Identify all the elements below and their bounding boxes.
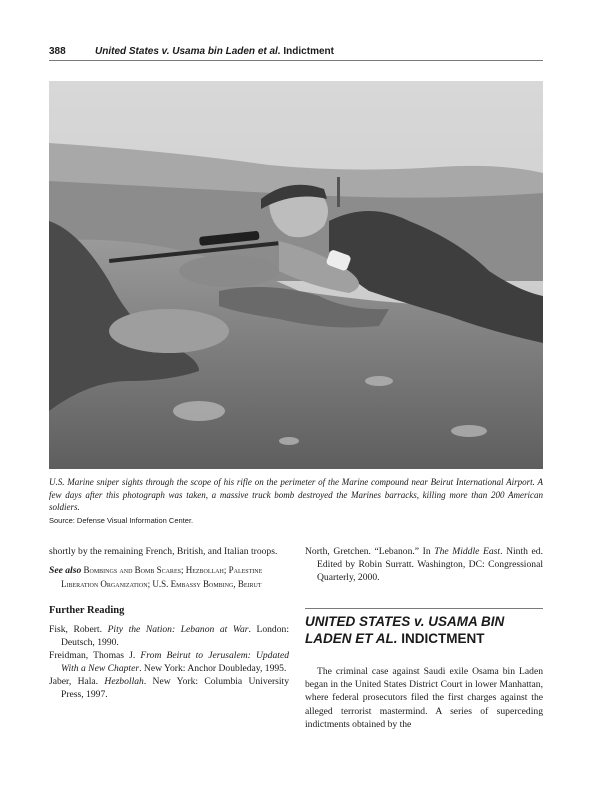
- header-rule: [49, 60, 543, 61]
- reference-entry: [49, 675, 289, 701]
- reference-details: . New York: Anchor Doubleday, 1995.: [139, 663, 287, 674]
- see-also: [49, 564, 289, 590]
- page-number: 388: [49, 46, 66, 57]
- reference-details: . Ninth ed. Edited by Robin Surratt. Washington, DC: Congressional Quarterly, 2000.: [317, 546, 543, 583]
- running-title-rest: Indictment: [280, 46, 334, 57]
- see-also-items: Bombings and Bomb Scares; Hezbollah; Palestine Liberation Organization; U.S. Embassy Bombing, Beirut: [61, 565, 263, 589]
- reference-title: Hezbollah: [104, 676, 144, 687]
- section-rule: [305, 608, 543, 609]
- reference-details: . New York: Columbia University Press, 1997.: [61, 676, 290, 700]
- running-title-italic: United States v. Usama bin Laden et al.: [95, 46, 281, 57]
- section-title: [305, 613, 543, 647]
- reference-author: Freidman, Thomas J.: [49, 650, 141, 661]
- reference-title: Pity the Nation: Lebanon at War: [107, 624, 249, 635]
- section-title-italic: UNITED STATES v. USAMA BIN LADEN ET AL.: [305, 614, 505, 646]
- figure-caption: U.S. Marine sniper sights through the scope of his rifle on the perimeter of the Marine compound near Beirut International Airport. A few days after this photograph was taken, a massive truck bomb destroyed the Marines barracks, killing more than 200 American soldiers.: [49, 477, 543, 512]
- reference-entry: [49, 623, 289, 649]
- section-body: The criminal case against Saudi exile Osama bin Laden began in the United States District Court in lower Manhattan, where federal prosecutors filed the first charges against the alleged terrorist mastermind. A series of superceding indictments obtained by the: [305, 666, 543, 730]
- figure-source: Source: Defense Visual Information Center.: [49, 516, 194, 525]
- continued-paragraph: shortly by the remaining French, British, and Italian troops.: [49, 546, 278, 557]
- reference-author: North, Gretchen. “Lebanon.” In: [305, 546, 435, 557]
- marine-sniper-photo: [49, 81, 543, 469]
- running-title: [95, 46, 334, 57]
- reference-title: The Middle East: [434, 546, 501, 557]
- reference-entry: [305, 545, 543, 584]
- left-column: [49, 545, 289, 701]
- section-title-rest: INDICTMENT: [397, 631, 485, 646]
- reference-details: . London: Deutsch, 1990.: [61, 624, 289, 648]
- reference-title: From Beirut to Jerusalem: Updated With a New Chapter: [61, 650, 289, 674]
- further-reading-heading: Further Reading: [49, 605, 125, 616]
- right-column: [305, 545, 543, 584]
- see-also-label: See also: [49, 565, 82, 576]
- reference-entry: [49, 649, 289, 675]
- reference-author: Fisk, Robert.: [49, 624, 108, 635]
- reference-author: Jaber, Hala.: [49, 676, 105, 687]
